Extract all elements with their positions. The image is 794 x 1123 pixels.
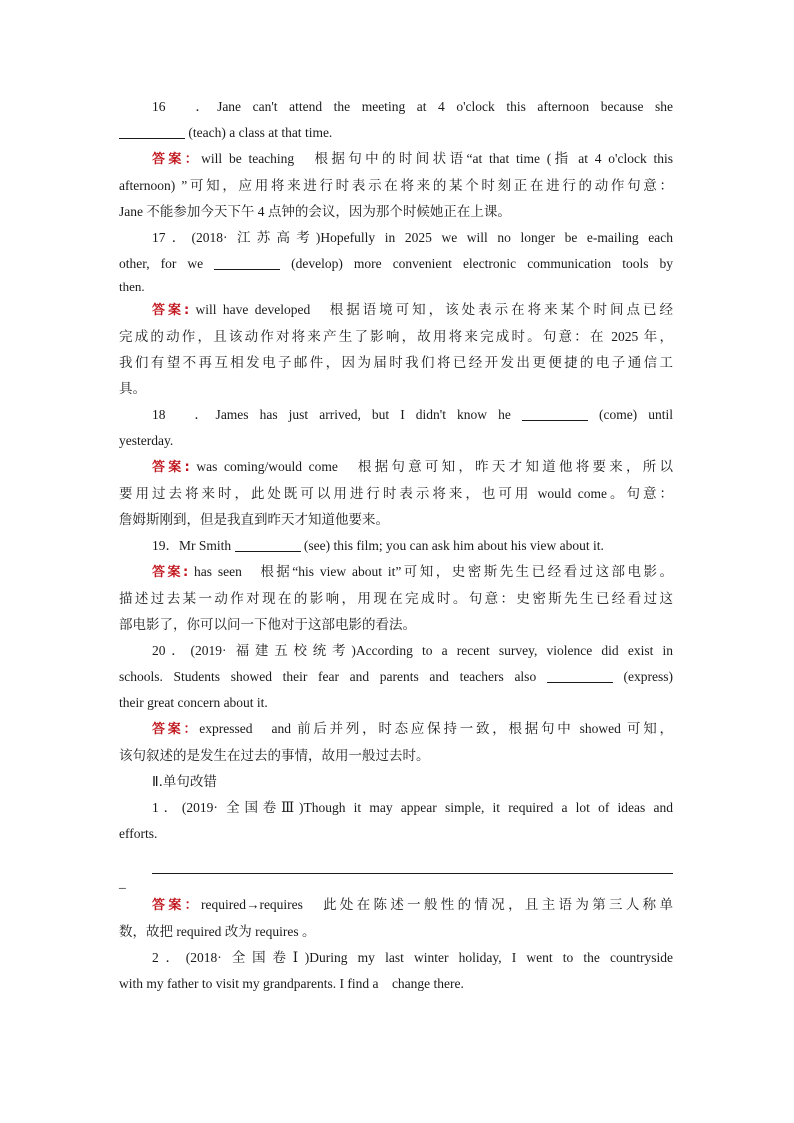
question-16-line-1: 16 ．Jane can't attend the meeting at 4 o'clock this afternoon because she [152,99,673,114]
answer-19-line-3: 部电影了，你可以问一下他对于这部电影的看法。 [119,617,416,632]
correction-1-answer-line-1: 答案：required→requires 此处在陈述一般性的情况，且主语为第三人称单 [152,897,673,913]
correction-1-answer-line-2: 数，故把 required 改为 requires 。 [119,924,316,939]
question-16-line-2: (teach) a class at that time. [119,120,673,146]
fill-blank[interactable] [522,406,588,421]
question-19-line-1: 19．Mr Smith (see) this film; you can ask him about his view about it. [152,538,604,553]
answer-label: 答案： [152,152,202,167]
answer-17-line-1: 答案: will have developed 根据语境可知，该处表示在将来某个时间点已经 [152,302,673,318]
question-20-line-2: schools. Students showed their fear and parents and teachers also (express) [119,669,673,684]
correction-1-line-1: 1．(2019· 全国卷Ⅲ)Though it may appear simple, it required a lot of ideas and [152,800,673,815]
question-17-line-1: 17．(2018· 江苏高考)Hopefully in 2025 we will no longer be e-mailing each [152,230,673,245]
fill-blank[interactable] [235,537,301,552]
answer-20-line-1: 答案：expressed and 前后并列，时态应保持一致，根据句中 showed 可知， [152,721,673,737]
answer-17-line-2: 完成的动作，且该动作对将来产生了影响，故用将来完成时。句意：在 2025 年， [119,329,673,344]
answer-line-tail: _ [119,875,126,890]
answer-18-line-3: 詹姆斯刚到，但是我直到昨天才知道他要来。 [119,512,389,527]
answer-20-line-2: 该句叙述的是发生在过去的事情，故用一般过去时。 [119,748,430,763]
question-18-line-1: 18 ．James has just arrived, but I didn't know he (come) until [152,407,673,422]
answer-16-line-2: afternoon) ”可知，应用将来进行时表示在将来的某个时刻正在进行的动作句意： [119,178,673,193]
question-18-line-2: yesterday. [119,433,174,448]
question-20-line-3: their great concern about it. [119,695,268,710]
correction-1-line-2: efforts. [119,826,158,841]
answer-19-line-2: 描述过去某一动作对现在的影响，用现在完成时。句意：史密斯先生已经看过这 [119,591,673,606]
correction-2-line-2: with my father to visit my grandparents. I find a change there. [119,976,464,991]
answer-writing-line[interactable] [152,847,673,874]
question-17-line-3: then. [119,279,145,294]
answer-17-line-3: 我们有望不再互相发电子邮件，因为届时我们将已经开发出更便捷的电子通信工 [119,355,673,370]
answer-label: 答案: [152,460,190,475]
correction-2-line-1: 2．(2018· 全国卷Ⅰ)During my last winter holiday, I went to the countryside [152,950,673,965]
section-title: Ⅱ.单句改错 [152,774,217,790]
answer-18-line-1: 答案: was coming/would come 根据句意可知，昨天才知道他将要来，所以 [152,459,673,475]
answer-17-line-4: 具。 [119,381,146,396]
answer-19-line-1: 答案: has seen 根据“his view about it”可知，史密斯先生已经看过这部电影。 [152,564,673,580]
document-page [119,94,673,997]
answer-16-line-1: 答案：will be teaching 根据句中的时间状语“at that time (指 at 4 o'clock this [152,151,673,167]
answer-16-line-3: Jane 不能参加今天下午 4 点钟的会议，因为那个时候她正在上课。 [119,204,511,219]
answer-label: 答案: [152,565,189,580]
answer-label: 答案: [152,303,190,318]
fill-blank[interactable] [214,255,280,270]
answer-18-line-2: 要用过去将来时，此处既可以用进行时表示将来，也可用 would come。句意： [119,486,673,501]
fill-blank[interactable] [119,124,185,139]
question-17-line-2: other, for we (develop) more convenient electronic communication tools by [119,256,673,271]
fill-blank[interactable] [547,668,613,683]
answer-label: 答案： [152,722,200,737]
question-20-line-1: 20．(2019· 福建五校统考)According to a recent survey, violence did exist in [152,643,673,658]
answer-label: 答案： [152,898,201,913]
